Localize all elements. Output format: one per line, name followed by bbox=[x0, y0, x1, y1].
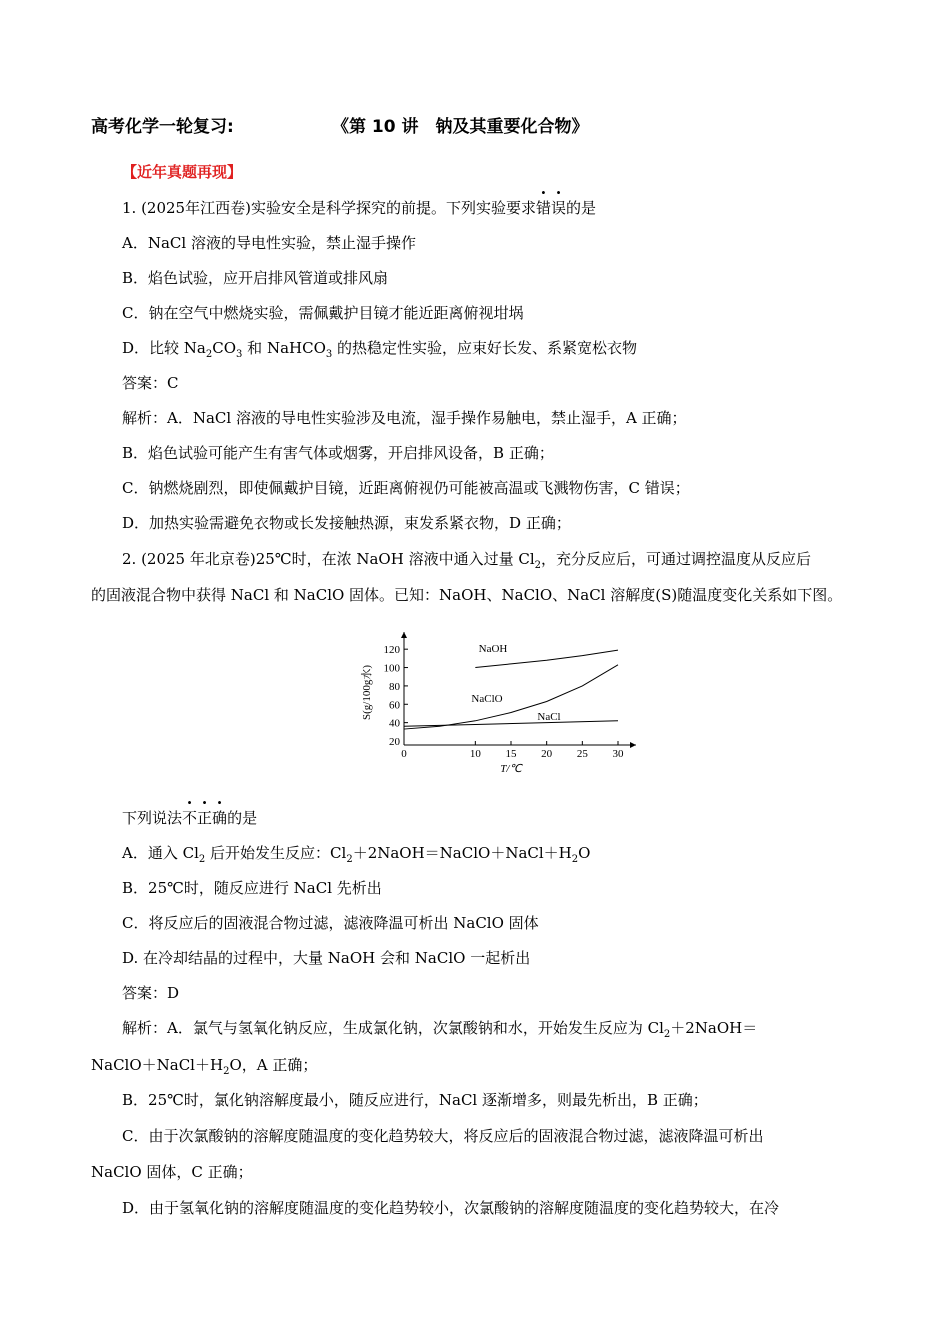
series-line-naclo bbox=[404, 665, 618, 729]
emphasis-mark: 错 bbox=[535, 199, 551, 217]
section-heading: 【近年真题再现】 bbox=[122, 163, 243, 181]
q1-option-c: C．钠在空气中燃烧实验，需佩戴护目镜才能近距离俯视坩埚 bbox=[122, 304, 524, 322]
y-tick-label: 60 bbox=[389, 699, 400, 712]
y-tick-label: 80 bbox=[389, 680, 400, 693]
q1-option-a: A．NaCl 溶液的导电性实验，禁止湿手操作 bbox=[122, 234, 416, 252]
q2-option-a: A．通入 $Cl_2$ 后开始发生反应：$Cl_2+2NaOH=NaClO+NaCl+H_2O$ bbox=[122, 844, 591, 865]
series-label-naclo: NaClO bbox=[471, 693, 503, 705]
y-tick-label: 100 bbox=[383, 662, 400, 675]
series-line-nacl bbox=[404, 721, 618, 727]
chart-series bbox=[404, 650, 618, 729]
series-label-naoh: NaOH bbox=[478, 643, 508, 655]
q1-option-b: B．焰色试验，应开启排风管道或排风扇 bbox=[122, 269, 389, 287]
chart-axes bbox=[401, 632, 636, 748]
x-tick-label: 20 bbox=[541, 748, 553, 760]
x-tick-label: 10 bbox=[469, 748, 481, 760]
q1-explanation-4: D．加热实验需避免衣物或长发接触热源，束发系紧衣物，D 正确； bbox=[122, 514, 571, 532]
q1-answer: 答案：C bbox=[122, 374, 179, 392]
q2-explanation-2: $NaClO+NaCl+H_2O$，A 正确； bbox=[91, 1056, 318, 1077]
series-label-nacl: NaCl bbox=[537, 711, 561, 723]
q1-explanation-2: B．焰色试验可能产生有害气体或烟雾，开启排风设备，B 正确； bbox=[122, 444, 554, 462]
q2-explanation-6: D．由于氢氧化钠的溶解度随温度的变化趋势较小，次氯酸钠的溶解度随温度的变化趋势较大，在冷 bbox=[122, 1199, 780, 1217]
title-right: 《第 10 讲 钠及其重要化合物》 bbox=[332, 117, 589, 137]
chart-ticks bbox=[384, 644, 625, 760]
q1-explanation-3: C．钠燃烧剧烈，即使佩戴护目镜，近距离俯视仍可能被高温或飞溅物伤害，C 错误； bbox=[122, 479, 690, 497]
emphasis-mark: 正 bbox=[197, 809, 213, 827]
q2-explanation-5: NaClO 固体，C 正确； bbox=[91, 1163, 253, 1181]
y-tick-label: 120 bbox=[383, 644, 400, 657]
y-tick-label: 40 bbox=[389, 717, 400, 730]
page-title bbox=[91, 112, 589, 137]
y-tick-label: 20 bbox=[389, 736, 400, 748]
q2-ask: 下列说法不正确的是 bbox=[122, 809, 258, 827]
title-left: 高考化学一轮复习: bbox=[91, 117, 234, 137]
emphasis-mark: 误 bbox=[550, 199, 566, 217]
y-axis-label: S(g/100g水) bbox=[361, 665, 373, 720]
emphasis-mark: 不 bbox=[182, 809, 198, 827]
q1-explanation-1: 解析：A．NaCl 溶液的导电性实验涉及电流，湿手操作易触电，禁止湿手，A 正确； bbox=[122, 409, 687, 427]
x-axis-label: T/℃ bbox=[500, 763, 522, 775]
q2-option-c: C．将反应后的固液混合物过滤，滤液降温可析出 NaClO 固体 bbox=[122, 914, 539, 932]
x-axis-arrow bbox=[630, 742, 636, 748]
q2-option-b: B．25℃时，随反应进行 NaCl 先析出 bbox=[122, 879, 382, 897]
q2-explanation-3: B．25℃时，氯化钠溶解度最小，随反应进行，NaCl 逐渐增多，则最先析出，B 正确； bbox=[122, 1091, 708, 1109]
q2-explanation-1: 解析：A．氯气与氢氧化钠反应，生成氯化钠，次氯酸钠和水，开始发生反应为 $Cl_2+2NaOH=$ bbox=[122, 1019, 758, 1040]
solubility-chart bbox=[356, 628, 624, 778]
q2-option-d: D. 在冷却结晶的过程中，大量 NaOH 会和 NaClO 一起析出 bbox=[122, 949, 531, 967]
emphasis-mark: 确 bbox=[212, 809, 228, 827]
q2-answer: 答案：D bbox=[122, 984, 180, 1002]
x-tick-label: 25 bbox=[576, 748, 588, 760]
y-axis-arrow bbox=[401, 632, 407, 638]
q2-stem-line-2: 的固液混合物中获得 NaCl 和 NaClO 固体。已知：NaOH、NaClO、NaCl 溶解度(S)随温度变化关系如下图。 bbox=[91, 586, 843, 604]
q2-explanation-4: C．由于次氯酸钠的溶解度随温度的变化趋势较大，将反应后的固液混合物过滤，滤液降温可析出 bbox=[122, 1127, 764, 1145]
q1-stem: 1. (2025年江西卷)实验安全是科学探究的前提。下列实验要求错误的是 bbox=[122, 199, 597, 217]
q2-stem-line-1: 2. (2025 年北京卷)25℃时，在浓 NaOH 溶液中通入过量 $Cl_2$，充分反应后，可通过调控温度从反应后 bbox=[122, 550, 812, 571]
x-tick-label: 0 bbox=[401, 748, 407, 760]
q1-option-d: D．比较 $Na_2CO_3$ 和 NaHCO$_3$ 的热稳定性实验，应束好长发、系紧宽松衣物 bbox=[122, 339, 638, 360]
x-tick-label: 30 bbox=[612, 748, 624, 760]
x-tick-label: 15 bbox=[505, 748, 517, 760]
